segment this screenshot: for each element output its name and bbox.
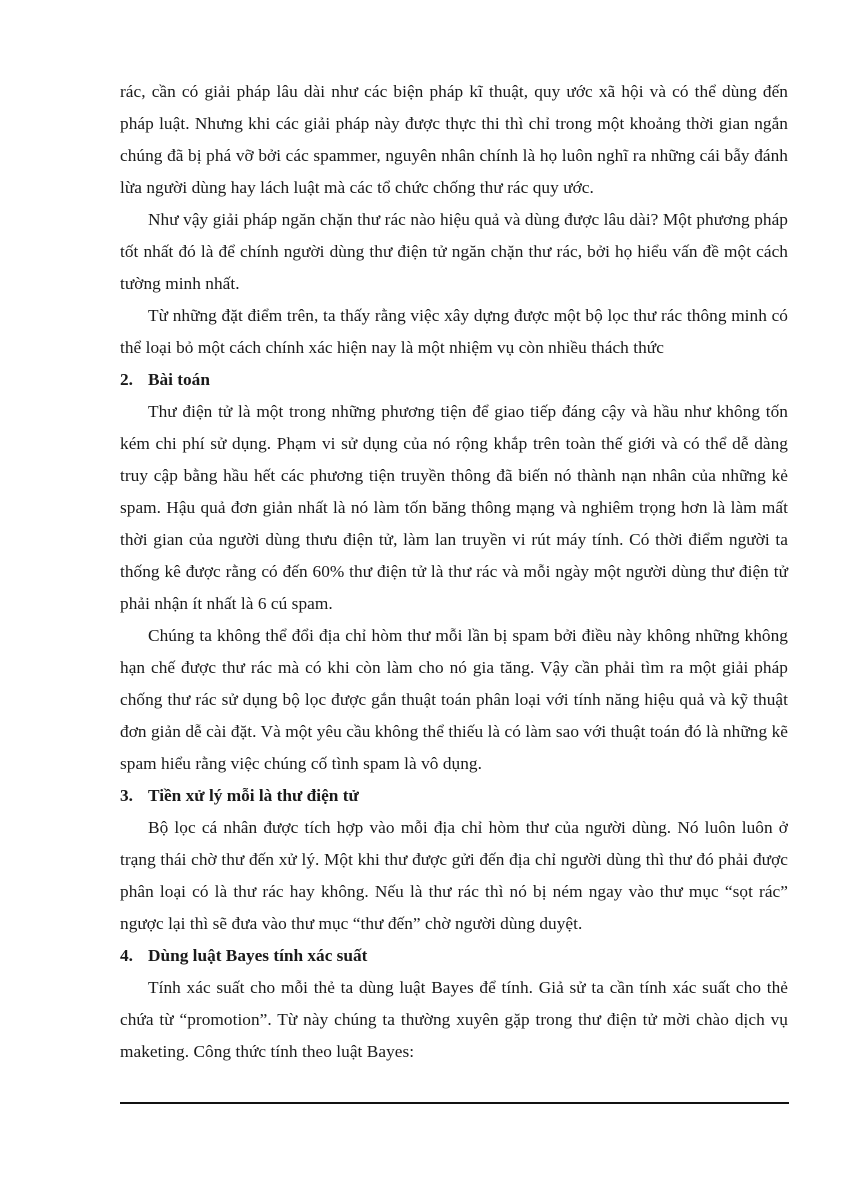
- section-number: 2.: [120, 370, 133, 389]
- section-heading-bayes: [120, 940, 788, 972]
- paragraph-user-filtering: Như vậy giải pháp ngăn chặn thư rác nào hiệu quả và dùng được lâu dài? Một phương pháp tốt nhất đó là để chính người dùng thư điện tử ngăn chặn thư rác, bởi họ hiểu vấn đề một cách tường minh nhất.: [120, 210, 788, 293]
- section-title: Bài toán: [148, 370, 210, 389]
- section-number: 4.: [120, 946, 133, 965]
- document-body: [120, 76, 788, 1068]
- paragraph-bayes-intro: Tính xác suất cho mỗi thẻ ta dùng luật Bayes để tính. Giả sử ta cần tính xác suất cho thẻ chứa từ “promotion”. Từ này chúng ta thường xuyên gặp trong thư điện tử mời chào dịch vụ maketing. Công thức tính theo luật Bayes:: [120, 978, 788, 1061]
- section-heading-problem: [120, 364, 788, 396]
- section-title: Dùng luật Bayes tính xác suất: [148, 946, 368, 965]
- paragraph-email-spam-impact: Thư điện tử là một trong những phương tiện để giao tiếp đáng cậy và hầu như không tốn kém chi phí sử dụng. Phạm vi sử dụng của nó rộng khắp trên toàn thế giới và có thể dễ dàng truy cập bằng hầu hết các phương tiện truyền thông đã biến nó thành nạn nhân của những kẻ spam. Hậu quả đơn giản nhất là nó làm tốn băng thông mạng và nghiêm trọng hơn là làm mất thời gian của người dùng thưu điện tử, làm lan truyền vi rút máy tính. Có thời điểm người ta thống kê được rằng có đến 60% thư điện tử là thư rác và mỗi ngày một người dùng thư điện tử phải nhận ít nhất là 6 cú spam.: [120, 402, 788, 613]
- section-heading-preprocessing: [120, 780, 788, 812]
- section-title: Tiền xử lý mỗi là thư điện tử: [148, 786, 359, 805]
- section-number: 3.: [120, 786, 133, 805]
- paragraph-filter-requirement: Chúng ta không thể đổi địa chỉ hòm thư mỗi lần bị spam bởi điều này không những không hạn chế được thư rác mà có khi còn làm cho nó gia tăng. Vậy cần phải tìm ra một giải pháp chống thư rác sử dụng bộ lọc được gắn thuật toán phân loại với tính năng hiệu quả và kỹ thuật đơn giản dễ cài đặt. Và một yêu cầu không thể thiếu là có làm sao với thuật toán đó là những kẽ spam hiểu rằng việc chúng cố tình spam là vô dụng.: [120, 626, 788, 773]
- footer-divider: [120, 1102, 789, 1104]
- paragraph-personal-filter: Bộ lọc cá nhân được tích hợp vào mỗi địa chỉ hòm thư của người dùng. Nó luôn luôn ở trạng thái chờ thư đến xử lý. Một khi thư được gửi đến địa chỉ người dùng thì thư đó phải được phân loại có là thư rác hay không. Nếu là thư rác thì nó bị ném ngay vào thư mục “sọt rác” ngược lại thì sẽ đưa vào thư mục “thư đến” chờ người dùng duyệt.: [120, 818, 788, 933]
- paragraph-filter-challenge: Từ những đặt điểm trên, ta thấy rằng việc xây dựng được một bộ lọc thư rác thông minh có thể loại bỏ một cách chính xác hiện nay là một nhiệm vụ còn nhiều thách thức: [120, 306, 788, 357]
- paragraph-spam-solutions: rác, cần có giải pháp lâu dài như các biện pháp kĩ thuật, quy ước xã hội và có thể dùng đến pháp luật. Nhưng khi các giải pháp này được thực thi thì chỉ trong một khoảng thời gian ngắn chúng đã bị phá vỡ bởi các spammer, nguyên nhân chính là họ luôn nghĩ ra những cái bẫy đánh lừa người dùng hay lách luật mà các tổ chức chống thư rác quy ước.: [120, 82, 788, 197]
